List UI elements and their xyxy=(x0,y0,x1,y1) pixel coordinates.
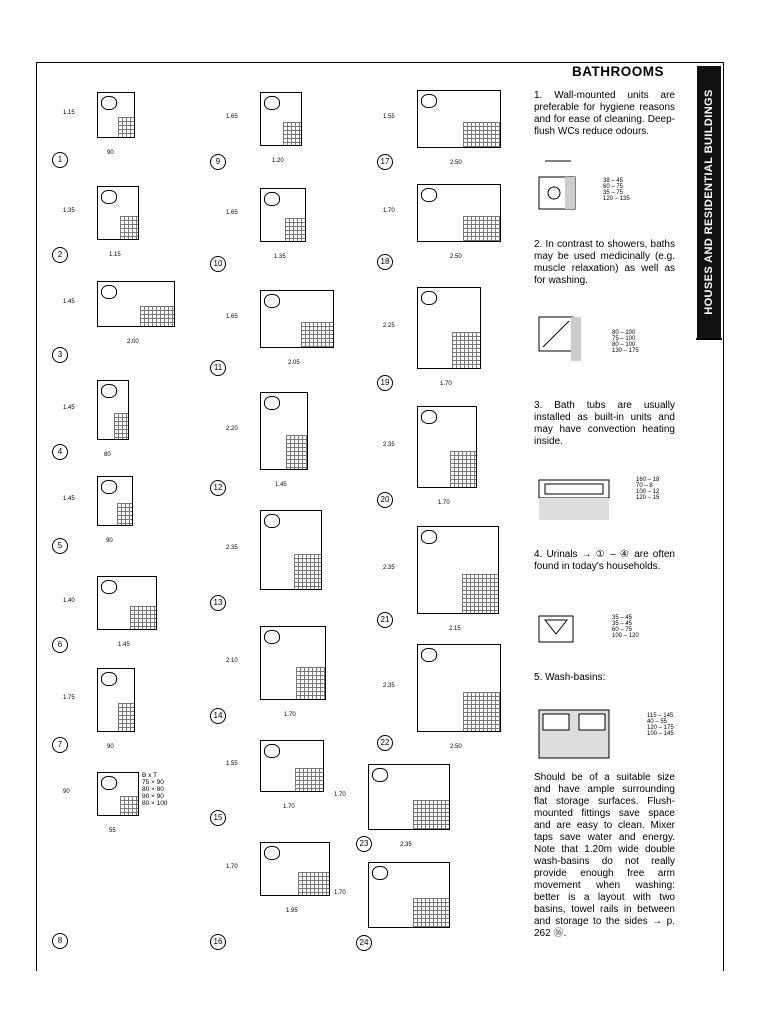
figure-number: 14 xyxy=(210,708,226,724)
figure-height-label: 1.70 xyxy=(334,792,346,798)
floor-plan-14 xyxy=(260,626,326,700)
legend-table-4: 35 – 45 35 – 45 60 – 75 100 – 120 xyxy=(612,615,639,639)
figure-height-label: 1.75 xyxy=(63,695,75,701)
figure-width-label: 80 xyxy=(104,452,111,458)
floor-tiles xyxy=(283,122,301,145)
figure-width-label: 1.35 xyxy=(274,254,286,260)
floor-tiles xyxy=(296,667,325,699)
figure-width-label: 90 xyxy=(107,150,114,156)
figure-width-label: 2.50 xyxy=(450,254,462,260)
floor-tiles xyxy=(298,872,329,895)
floor-tiles xyxy=(120,796,138,815)
figure-height-label: 1.45 xyxy=(63,405,75,411)
floor-tiles xyxy=(286,435,307,469)
section-tab xyxy=(697,66,721,338)
fixture-icon xyxy=(264,396,280,410)
floor-tiles xyxy=(462,574,498,613)
figure-height-label: 1.70 xyxy=(334,890,346,896)
figure-width-label: 1.15 xyxy=(109,252,121,258)
figure-height-label: 90 xyxy=(63,789,70,795)
divider xyxy=(696,338,722,340)
figure-width-label: 2.15 xyxy=(449,626,461,632)
figure-height-label: 2.35 xyxy=(226,545,238,551)
figure-number: 19 xyxy=(377,375,393,391)
floor-plan-22 xyxy=(417,644,501,732)
figure-width-label: 1.20 xyxy=(272,158,284,164)
note-3: 3. Bath tubs are usually installed as built-in units and may have convection heating inside. xyxy=(534,400,675,447)
floor-tiles xyxy=(295,768,323,791)
figure-height-label: 1.55 xyxy=(383,114,395,120)
floor-plan-1 xyxy=(97,92,135,138)
floor-tiles xyxy=(413,898,449,927)
fixture-icon xyxy=(264,846,280,860)
legend-table-1: 38 – 45 60 – 75 35 – 75 120 – 135 xyxy=(603,178,630,202)
floor-plan-8 xyxy=(97,772,139,816)
note-6: Should be of a suitable size and have ample surrounding flat storage surfaces. Flush-mounted fittings save space and are easy to clean. Mixer taps save water and energy. Note that 1.20m wide double wash-basins do not really provide enough free arm movement when washing: better is a layout with two basins, towel rails in between and storage to the sides → p. 262 ⑯. xyxy=(534,772,675,939)
figure-number: 17 xyxy=(377,154,393,170)
figure-height-label: 1.70 xyxy=(383,208,395,214)
floor-plan-5 xyxy=(97,476,133,526)
page-title: BATHROOMS xyxy=(572,64,664,79)
floor-tiles xyxy=(120,216,138,239)
figure-height-label: 1.55 xyxy=(226,761,238,767)
floor-plan-21 xyxy=(417,526,499,614)
figure-number: 18 xyxy=(377,254,393,270)
washbasin-dimension-diagram xyxy=(535,692,625,762)
figure-height-label: 1.65 xyxy=(226,314,238,320)
figure-width-label: 2.35 xyxy=(400,842,412,848)
figure-width-label: 90 xyxy=(107,744,114,750)
fixture-icon xyxy=(101,384,117,398)
fixture-icon xyxy=(421,410,437,424)
fixture-icon xyxy=(101,190,117,204)
floor-tiles xyxy=(463,216,500,241)
fixture-icon xyxy=(264,294,280,308)
figure-height-label: 2.35 xyxy=(383,565,395,571)
figure-height-label: 1.45 xyxy=(63,496,75,502)
floor-plan-17 xyxy=(417,90,501,148)
fixture-icon xyxy=(264,192,280,206)
floor-tiles xyxy=(294,554,321,589)
fixture-icon xyxy=(101,776,117,790)
fixture-icon xyxy=(372,768,388,782)
floor-tiles xyxy=(117,503,132,525)
figure-height-label: 2.20 xyxy=(226,426,238,432)
floor-tiles xyxy=(463,122,500,147)
figure-width-label: 2.50 xyxy=(450,160,462,166)
figure-number: 8 xyxy=(52,933,68,949)
figure-number: 1 xyxy=(52,152,68,168)
floor-plan-13 xyxy=(260,510,322,590)
floor-plan-3 xyxy=(97,281,175,327)
shower-dimension-diagram xyxy=(535,311,595,371)
figure-number: 4 xyxy=(52,444,68,460)
figure-number: 20 xyxy=(377,492,393,508)
fixture-icon xyxy=(264,630,280,644)
floor-tiles xyxy=(118,117,134,137)
floor-plan-18 xyxy=(417,184,501,242)
floor-tiles xyxy=(450,451,476,487)
fixture-icon xyxy=(101,96,117,110)
floor-tiles xyxy=(140,306,174,326)
urinal-dimension-diagram xyxy=(535,600,595,645)
figure-width-label: 1.70 xyxy=(438,500,450,506)
figure-number: 9 xyxy=(210,154,226,170)
figure-height-label: 1.70 xyxy=(226,864,238,870)
figure-number: 16 xyxy=(210,934,226,950)
figure-number: 21 xyxy=(377,612,393,628)
figure-height-label: 1.65 xyxy=(226,210,238,216)
floor-tiles xyxy=(114,413,128,439)
figure-width-label: 90 xyxy=(106,538,113,544)
fixture-icon xyxy=(101,672,117,686)
floor-plan-12 xyxy=(260,392,308,470)
fixture-icon xyxy=(372,866,388,880)
fixture-icon xyxy=(264,514,280,528)
floor-plan-2 xyxy=(97,186,139,240)
floor-tiles xyxy=(301,322,333,347)
floor-plan-11 xyxy=(260,290,334,348)
fixture-icon xyxy=(101,285,117,299)
legend-table-3: 160 – 18 70 – 8 100 – 12 120 – 15 xyxy=(636,477,660,501)
figure-width-label: 1.70 xyxy=(440,381,452,387)
floor-tiles xyxy=(463,692,500,731)
fixture-icon xyxy=(264,96,280,110)
fixture-icon xyxy=(264,744,280,758)
figure-number: 3 xyxy=(52,347,68,363)
fixture-icon xyxy=(421,188,437,202)
floor-plan-4 xyxy=(97,380,129,440)
figure-number: 24 xyxy=(356,935,372,951)
fixture-icon xyxy=(101,480,117,494)
floor-plan-7 xyxy=(97,668,135,732)
floor-tiles xyxy=(413,800,449,829)
figure-width-label: 1.45 xyxy=(275,482,287,488)
bath-dimension-diagram xyxy=(535,462,625,524)
floor-tiles xyxy=(452,332,480,368)
figure-number: 11 xyxy=(210,360,226,376)
figure-number: 22 xyxy=(377,735,393,751)
figure-height-label: 1.15 xyxy=(63,110,75,116)
figure-height-label: 1.45 xyxy=(63,299,75,305)
floor-plan-23 xyxy=(368,764,450,830)
floor-plan-10 xyxy=(260,188,306,242)
floor-tiles xyxy=(118,703,134,731)
note-5: 5. Wash-basins: xyxy=(534,672,606,683)
figure-number: 7 xyxy=(52,737,68,753)
legend-table-2: 80 – 100 75 – 100 80 – 100 130 – 175 xyxy=(612,330,639,354)
figure-width-label: 55 xyxy=(109,828,116,834)
fixture-icon xyxy=(421,94,437,108)
fixture-icon xyxy=(421,530,437,544)
floor-plan-9 xyxy=(260,92,302,146)
figure-width-label: 2.50 xyxy=(450,744,462,750)
section-tab-label: HOUSES AND RESIDENTIAL BUILDINGS xyxy=(703,89,715,315)
figure-width-label: 2.05 xyxy=(288,360,300,366)
floor-plan-19 xyxy=(417,287,481,369)
figure-height-label: 2.25 xyxy=(383,323,395,329)
figure-width-label: 1.95 xyxy=(286,908,298,914)
floor-plan-6 xyxy=(97,576,157,630)
figure-width-label: 1.70 xyxy=(284,712,296,718)
floor-plan-16 xyxy=(260,842,330,896)
floor-tiles xyxy=(130,606,156,629)
figure-number: 13 xyxy=(210,595,226,611)
legend-table-5: 115 – 145 40 – 55 120 – 175 100 – 145 xyxy=(647,713,674,737)
figure-number: 2 xyxy=(52,247,68,263)
figure-height-label: 2.10 xyxy=(226,658,238,664)
figure-width-label: 1.70 xyxy=(283,804,295,810)
figure-height-label: 1.65 xyxy=(226,114,238,120)
figure-height-label: 2.35 xyxy=(383,683,395,689)
figure-height-label: 1.40 xyxy=(63,598,75,604)
figure-number: 12 xyxy=(210,480,226,496)
floor-plan-15 xyxy=(260,740,324,792)
figure-width-label: 1.45 xyxy=(118,642,130,648)
figure-number: 6 xyxy=(52,637,68,653)
floor-plan-24 xyxy=(368,862,450,928)
fixture-icon xyxy=(421,648,437,662)
figure-height-label: 1.35 xyxy=(63,208,75,214)
figure-number: 15 xyxy=(210,810,226,826)
note-4: 4. Urinals → ① – ④ are often found in today's households. xyxy=(534,549,675,572)
shower-size-table: B x T 75 × 90 80 × 80 90 × 90 80 × 100 xyxy=(142,772,168,807)
note-1: 1. Wall-mounted units are preferable for hygiene reasons and for ease of cleaning. Deep-flush WCs reduce odours. xyxy=(534,90,675,137)
figure-number: 5 xyxy=(52,538,68,554)
figure-number: 10 xyxy=(210,256,226,272)
floor-plan-20 xyxy=(417,406,477,488)
figure-height-label: 2.35 xyxy=(383,442,395,448)
figure-width-label: 2.00 xyxy=(127,339,139,345)
fixture-icon xyxy=(101,580,117,594)
note-2: 2. In contrast to showers, baths may be used medicinally (e.g. muscle relaxation) as well as for washing. xyxy=(534,239,675,286)
floor-tiles xyxy=(285,218,305,241)
figure-number: 23 xyxy=(356,836,372,852)
fixture-icon xyxy=(421,291,437,305)
